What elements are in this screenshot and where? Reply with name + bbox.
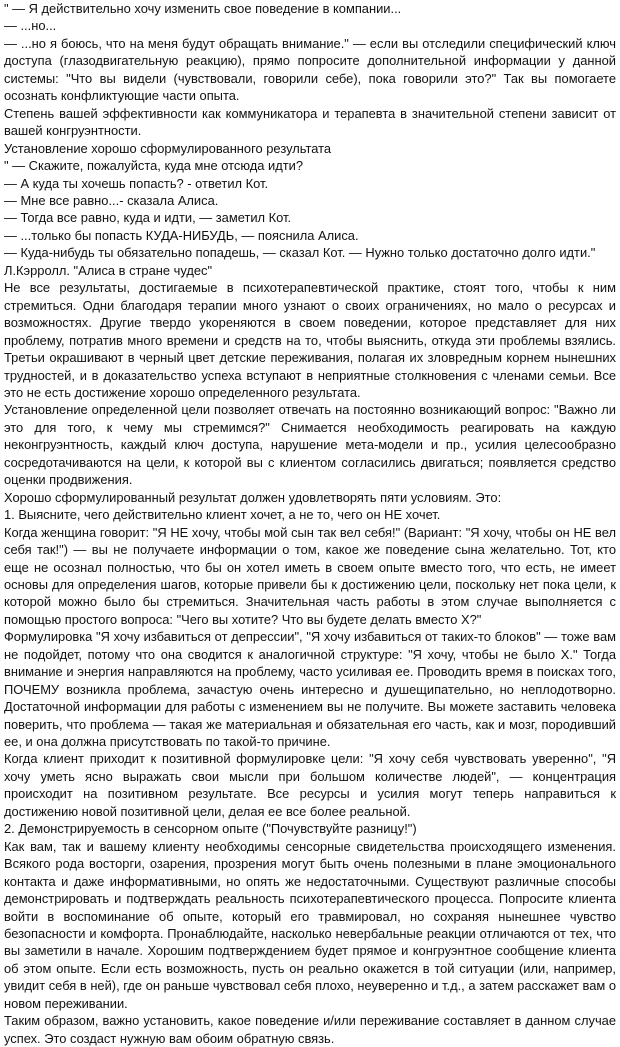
dialogue-line: — ...но... [4, 18, 57, 34]
paragraph: Формулировка "Я хочу избавиться от депрессии", "Я хочу избавиться от таких-то блоков" — тоже вам не подойдет, потому что она сводится к аналогичной структуре: "Я хочу, чтобы не было X." Тогда внимание и энергия направляются на проблему, часто усиливая ее. Проводить время в поисках того, ПОЧЕМУ возникла проблема, зачастую очень интересно и душещипательно, но неплодотворно. Достаточной информации для работы с изменением вы не получите. Вы можете заставить человека поверить, что проблема — такая же материальная и обязательная его часть, как и мозг, породивший ее, и она должна присутствовать по такой-то причине. [4, 629, 616, 750]
section-heading: Установление хорошо сформулированного результата [4, 140, 332, 156]
paragraph: Таким образом, важно установить, какое поведение и/или переживание составляет в данном случае успех. Это создаст нужную вам обоим обратную связь. [4, 1013, 616, 1046]
paragraph: Когда женщина говорит: "Я НЕ хочу, чтобы мой сын так вел себя!" (Вариант: "Я хочу, чтобы он НЕ вел себя так!") — вы не получаете информации о том, какое же поведение сына желательно. Тот, кто еще не осознал полностью, что бы он хотел иметь в своем опыте вместо того, что есть, не имеет основы для определения шагов, которые привели бы к достижению цели, поскольку нет пока цели, к которой можно было бы стремиться. Значительная часть работы в этом случае выполняется с помощью простого вопроса: "Чего вы хотите? Что вы будете делать вместо X?" [4, 524, 616, 627]
paragraph: Как вам, так и вашему клиенту необходимы сенсорные свидетельства происходящего изменения. Всякого рода восторги, озарения, прозрения могут быть очень полезными в плане эмоционального контакта и даже информативными, но опять же недостаточными. Существуют различные способы демонстрировать и подтверждать реальность психотерапевтического процесса. Попросите клиента войти в воспоминание об опыте, который его травмировал, но сохраняя нынешнее чувство безопасности и комфорта. Пронаблюдайте, насколько невербальные реакции отличаются от тех, что вы заметили в начале. Хорошим подтверждением будет прямое и конгруэнтное сообщение клиента об этом опыте. Если есть возможность, пусть он реально окажется в той ситуации (или, например, увидит себя в ней), где он раньше чувствовал себя плохо, неуверенно и т.д., а затем расскажет вам о новом переживании. [4, 838, 616, 1011]
quote-line: — А куда ты хочешь попасть? - ответил Кот. [4, 175, 269, 191]
paragraph: Установление определенной цели позволяет отвечать на постоянно возникающий вопрос: "Важно ли это для того, к чему мы стремимся?" Снимается необходимость реагировать на каждую неконгруэнтность, каждый ключ доступа, нарушение мета-модели и пр., усилия целесообразно сосредотачиваются на цели, к которой вы с клиентом согласились двигаться; появляется средство оценки продвижения. [4, 402, 616, 488]
dialogue-line: " — Я действительно хочу изменить свое поведение в компании... [4, 1, 402, 16]
numbered-heading: 2. Демонстрируемость в сенсорном опыте ("Почувствуйте разницу!") [4, 821, 417, 837]
quote-line: " — Скажите, пожалуйста, куда мне отсюда идти? [4, 158, 303, 174]
quote-line: — Мне все равно...- сказала Алиса. [4, 192, 219, 208]
quote-line: — Куда-нибудь ты обязательно попадешь, — сказал Кот. — Нужно только достаточно долго идти." [4, 245, 596, 261]
quote-line: — Тогда все равно, куда и идти, — заметил Кот. [4, 210, 292, 226]
paragraph: Степень вашей эффективности как коммуникатора и терапевта в значительной степени зависит от вашей конгруэнтности. [4, 105, 616, 139]
paragraph: — ...но я боюсь, что на меня будут обращать внимание." — если вы отследили специфический ключ доступа (глазодвигательную реакцию), прямо попросите дополнительной информации у данной системы: "Что вы видели (чувствовали, говорили себе), пока говорили это?" Так вы помогаете осознать конфликтующие части опыта. [4, 35, 616, 104]
quote-attribution: Л.Кэрролл. "Алиса в стране чудес" [4, 262, 213, 278]
quote-line: — ...только бы попасть КУДА-НИБУДЬ, — пояснила Алиса. [4, 227, 359, 243]
paragraph: Когда клиент приходит к позитивной формулировке цели: "Я хочу себя чувствовать уверенно", "Я хочу уметь ясно выражать свои мысли при большом количестве людей", — концентрация происходит на позитивном результате. Все ресурсы и усилия могут теперь направиться к достижению новой позитивной цели, делая ее все более реальной. [4, 751, 616, 819]
paragraph: Хорошо сформулированный результат должен удовлетворять пяти условиям. Это: [4, 489, 502, 505]
paragraph: Не все результаты, достигаемые в психотерапевтической практике, стоят того, чтобы к ним стремиться. Одни благодаря терапии много узнают о своих ограничениях, но мало о ресурсах и возможностях. Другие твердо укореняются в своем поведении, которое представляет для них проблему, потратив много времени и средств на то, чтобы выяснить, откуда эти проблемы взялись. Третьи окрашивают в черный цвет детские переживания, полагая их зловредным корнем нынешних трудностей, и в доказательство успеха вступают в неприятные столкновения с членами семьи. Все это не есть достижение хорошо определенного результата. [4, 280, 616, 400]
numbered-heading: 1. Выясните, чего действительно клиент хочет, а не то, чего он НЕ хочет. [4, 507, 441, 523]
